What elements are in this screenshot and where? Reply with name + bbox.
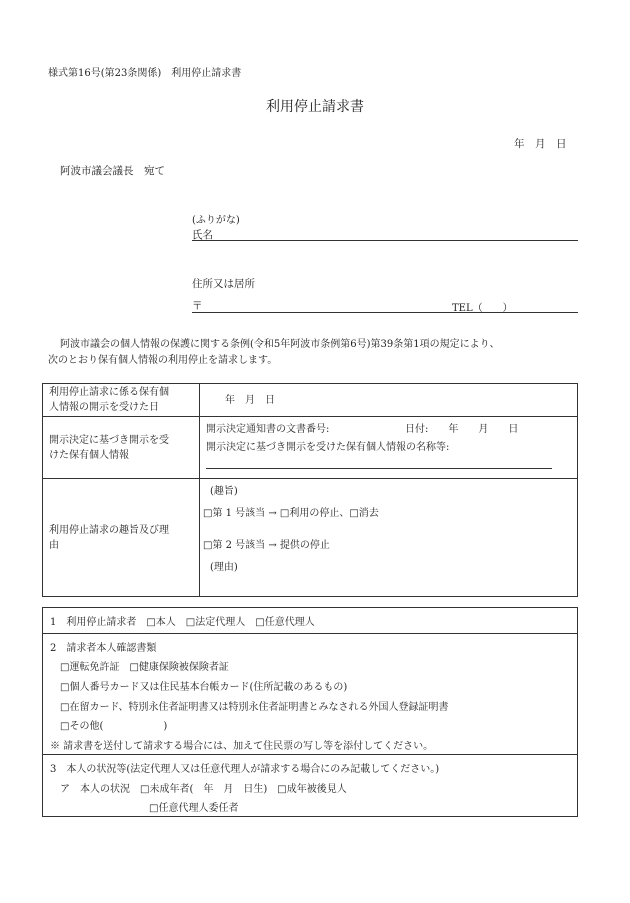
disclosure-date-label [43,384,200,417]
info-name-underline [206,468,552,469]
item2-checkbox-line[interactable]: □第 2 号該当 → 提供の停止 [203,540,330,551]
id-docs-heading: 2 請求者本人確認書類 [50,643,157,654]
id-doc-option[interactable]: □その他( ) [60,721,168,732]
cell-text: 利用停止請求に係る保有個 [49,387,169,398]
id-doc-option[interactable]: □在留カード、特別永住者証明書又は特別永住者証明書とみなされる外国人登録証明書 [60,702,449,713]
intro-line-2: 次のとおり保有個人情報の利用停止を請求します。 [48,355,278,366]
requester-type-line[interactable]: 1 利用停止請求者 □本人 □法定代理人 □任意代理人 [50,617,315,628]
principal-status-line[interactable]: ア 本人の状況 □未成年者( 年 月 日生) □成年被後見人 [60,784,347,795]
reason-heading: (理由) [210,562,238,573]
postal-mark: 〒 [192,300,203,312]
form-number-label: 様式第16号(第23条関係) 利用停止請求書 [48,68,242,79]
addressee: 阿波市議会議長 宛て [60,165,165,177]
request-table [42,383,578,597]
tel-label: TEL（ ） [452,303,513,314]
principal-status-heading: 3 本人の状況等(法定代理人又は任意代理人が請求する場合にのみ記載してください。) [50,764,440,775]
id-doc-option[interactable]: □運転免許証 □健康保険被保険者証 [60,662,229,673]
info-name-label: 開示決定に基づき開示を受けた保有個人情報の名称等: [206,442,450,453]
disclosed-info-field[interactable] [200,417,578,479]
disclosed-info-label [43,417,200,479]
intro-line-1: 阿波市議会の個人情報の保護に関する条例(令和5年阿波市条例第6号)第39条第1項の規定により、 [60,339,500,350]
purpose-reason-label [43,479,200,597]
cell-text: 開示決定に基づき開示を受 [49,434,169,446]
divider [43,754,577,755]
cell-text: 人情報の開示を受けた日 [49,402,159,413]
id-doc-option[interactable]: □個人番号カード又は住民基本台帳カード(住所記載のあるもの) [60,682,348,693]
item1-checkbox-line[interactable]: □第 1 号該当 → □利用の停止、□消去 [203,508,379,519]
doc-number-label: 開示決定通知書の文書番号: [206,424,330,435]
furigana-label: (ふりがな) [192,215,240,226]
purpose-reason-field[interactable] [200,479,578,597]
address-field[interactable] [192,312,578,313]
doc-date-label: 日付: 年 月 日 [405,424,519,435]
page-title: 利用停止請求書 [266,99,364,115]
name-field[interactable] [192,240,578,241]
disclosure-date-field[interactable]: 年 月 日 [200,384,578,417]
address-label: 住所又は居所 [192,278,255,290]
table-row [43,479,578,597]
principal-status-line[interactable]: □任意代理人委任者 [149,803,239,814]
cell-text: 由 [49,539,59,551]
mailing-note: ※ 請求書を送付して請求する場合には、加えて住民票の写し等を添付してください。 [50,741,434,752]
purpose-heading: (趣旨) [210,486,238,497]
divider [43,633,577,634]
cell-text: 利用停止請求の趣旨及び理 [49,524,169,536]
table-row [43,417,578,479]
table-row [43,384,578,417]
requester-info-box [42,607,578,817]
cell-text: けた保有個人情報 [49,449,129,461]
name-label: 氏名 [192,229,213,241]
date-line: 年 月 日 [514,138,567,150]
